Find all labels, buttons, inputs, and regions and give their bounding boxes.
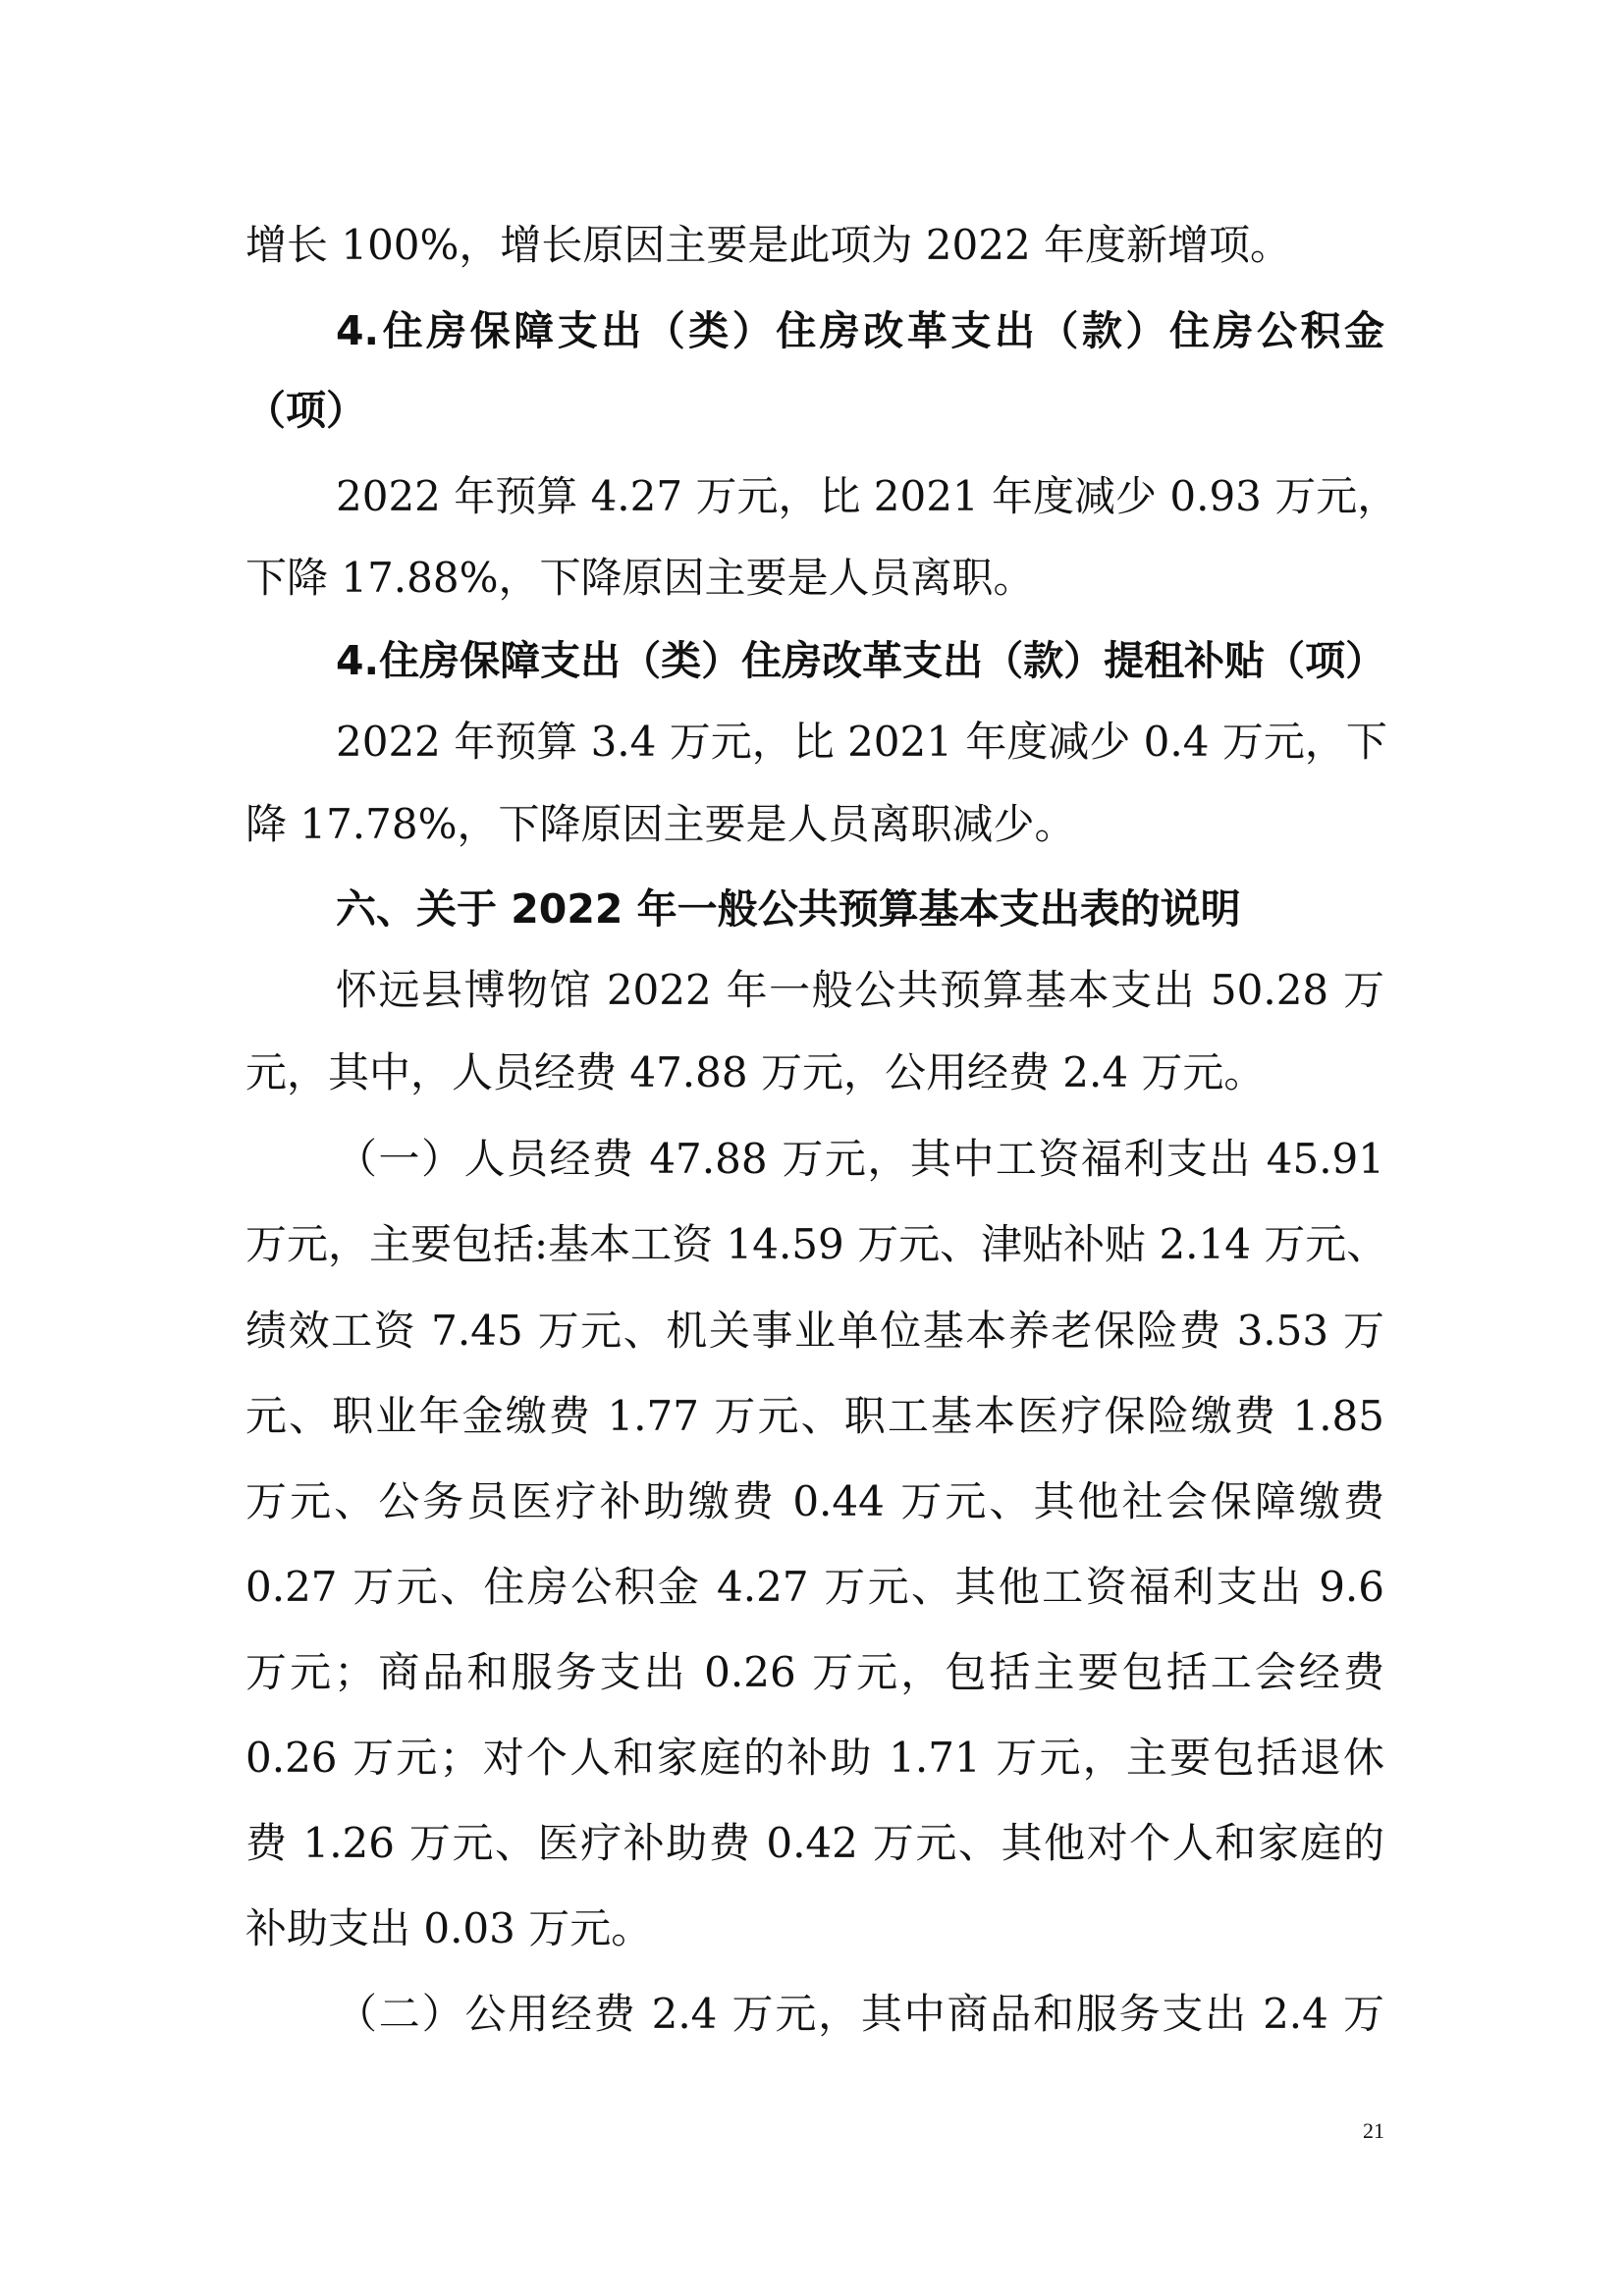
text-line: （一）人员经费 47.88 万元，其中工资福利支出 45.91 [336, 1135, 1384, 1183]
text-line: 万元，主要包括:基本工资 14.59 万元、津贴补贴 2.14 万元、 [245, 1220, 1388, 1268]
text-line: 万元、公务员医疗补助缴费 0.44 万元、其他社会保障缴费 [245, 1477, 1384, 1525]
text-line: （二）公用经费 2.4 万元，其中商品和服务支出 2.4 万 [336, 1990, 1384, 2038]
text-line: 绩效工资 7.45 万元、机关事业单位基本养老保险费 3.53 万 [245, 1307, 1384, 1355]
text-line: 下降 17.88%，下降原因主要是人员离职。 [245, 554, 1035, 602]
page-number: 21 [1363, 2118, 1384, 2143]
section-heading: 4.住房保障支出（类）住房改革支出（款）提租补贴（项） [336, 637, 1386, 684]
text-line: 怀远县博物馆 2022 年一般公共预算基本支出 50.28 万 [336, 966, 1384, 1014]
text-line: 万元；商品和服务支出 0.26 万元，包括主要包括工会经费 [245, 1648, 1384, 1696]
text-line: 元、职业年金缴费 1.77 万元、职工基本医疗保险缴费 1.85 [245, 1392, 1384, 1440]
section-heading: 4.住房保障支出（类）住房改革支出（款）住房公积金 [336, 307, 1384, 354]
text-line: 增长 100%，增长原因主要是此项为 2022 年度新增项。 [245, 221, 1292, 269]
text-line: 费 1.26 万元、医疗补助费 0.42 万元、其他对个人和家庭的 [245, 1819, 1384, 1867]
text-line: 补助支出 0.03 万元。 [245, 1904, 653, 1952]
text-line: 0.26 万元；对个人和家庭的补助 1.71 万元，主要包括退休 [245, 1734, 1384, 1782]
text-line: 降 17.78%，下降原因主要是人员离职减少。 [245, 800, 1076, 848]
text-line: 2022 年预算 4.27 万元，比 2021 年度减少 0.93 万元， [336, 472, 1399, 520]
text-line: 0.27 万元、住房公积金 4.27 万元、其他工资福利支出 9.6 [245, 1563, 1384, 1611]
text-line: 2022 年预算 3.4 万元，比 2021 年度减少 0.4 万元，下 [336, 718, 1387, 766]
text-line: 元，其中，人员经费 47.88 万元，公用经费 2.4 万元。 [245, 1048, 1266, 1096]
section-heading-continuation: （项） [245, 387, 366, 434]
section-title: 六、关于 2022 年一般公共预算基本支出表的说明 [336, 885, 1241, 933]
